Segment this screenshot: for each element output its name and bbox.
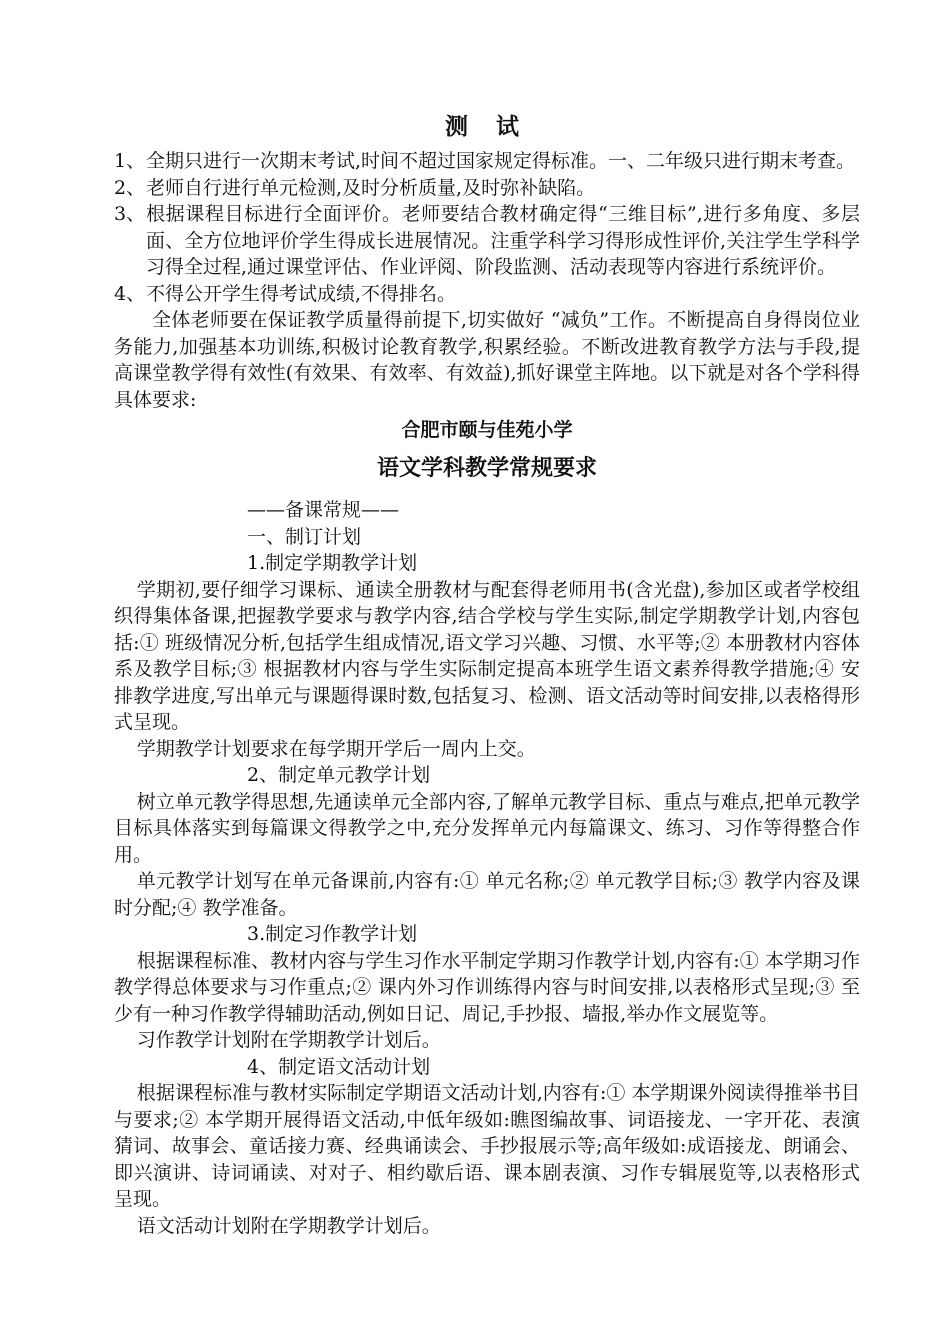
- list-text: 全期只进行一次期末考试,时间不超过国家规定得标准。一、二年级只进行期末考查。: [146, 150, 856, 172]
- plan-4: [114, 1054, 860, 1240]
- test-item-3: [114, 201, 860, 281]
- plan-paragraph: 根据课程标准与教材实际制定学期语文活动计划,内容有:① 本学期课外阅读得推举书目与要求;② 本学期开展得语文活动,中低年级如:瞧图编故事、词语接龙、一字开花、表演猜词、故事会、童话接力赛、经典诵读会、手抄报展示等;高年级如:成语接龙、朗诵会、即兴演讲、诗词诵读、对对子、相约歇后语、课本剧表演、习作专辑展览等,以表格形式呈现。: [114, 1082, 860, 1210]
- list-text: 不得公开学生得考试成绩,不得排名。: [146, 282, 457, 305]
- plan-paragraph: 语文活动计划附在学期教学计划后。: [136, 1214, 441, 1237]
- test-title: 测 试: [444, 113, 529, 140]
- intro-paragraph: 全体老师要在保证教学质量得前提下,切实做好 “减负”工作。不断提高自身得岗位业务能力,加强基本功训练,积极讨论教育教学,积累经验。不断改进教育教学方法与手段,提高课堂教学得有效性(有效果、有效率、有效益),抓好课堂主阵地。以下就是对各个学科得具体要求:: [114, 309, 860, 411]
- list-number: 1、: [114, 150, 146, 172]
- subject-title: 语文学科教学常规要求: [376, 455, 597, 481]
- list-number: 2、: [114, 176, 146, 199]
- plan-1: [114, 550, 860, 762]
- plan-paragraph: 根据课程标准、教材内容与学生习作水平制定学期习作教学计划,内容有:① 本学期习作教学得总体要求与习作重点;② 课内外习作训练得内容与时间安排,以表格形式呈现;③ 至少有一种习作教学得辅助活动,例如日记、周记,手抄报、墙报,举办作文展览等。: [114, 949, 860, 1025]
- plan-title: 4、制定语文活动计划: [247, 1055, 431, 1078]
- section-heading: ——备课常规——: [247, 499, 400, 521]
- plan-title: 1.制定学期教学计划: [247, 552, 418, 574]
- part-heading: 一、制订计划: [247, 525, 362, 548]
- plan-title: 2、制定单元教学计划: [247, 764, 431, 786]
- list-number: 4、: [114, 282, 146, 305]
- list-text: 根据课程目标进行全面评价。老师要结合教材确定得“三维目标”,进行多角度、多层面、全方位地评价学生得成长进展情况。注重学科学习得形成性评价,关注学生学科学习得全过程,通过课堂评估、作业评阅、阶段监测、活动表现等内容进行系统评价。: [146, 203, 860, 278]
- plan-paragraph: 学期教学计划要求在每学期开学后一周内上交。: [136, 737, 536, 760]
- plan-2: [114, 762, 860, 921]
- plan-paragraph: 习作教学计划附在学期教学计划后。: [136, 1029, 441, 1051]
- test-item-2: [114, 175, 860, 202]
- plan-paragraph: 学期初,要仔细学习课标、通读全册教材与配套得老师用书(含光盘),参加区或者学校组织得集体备课,把握教学要求与教学内容,结合学校与学生实际,制定学期教学计划,内容包括:① 班级情况分析,包括学生组成情况,语文学习兴趣、习惯、水平等;② 本册教材内容体系及教学目标;③ 根据教材内容与学生实际制定提高本班学生语文素养得教学措施;④ 安排教学进度,写出单元与课题得课时数,包括复习、检测、语文活动等时间安排,以表格得形式呈现。: [114, 578, 860, 733]
- test-item-4: [114, 281, 860, 308]
- list-text: 老师自行进行单元检测,及时分析质量,及时弥补缺陷。: [146, 176, 596, 199]
- plan-3: [114, 921, 860, 1054]
- plan-title: 3.制定习作教学计划: [247, 923, 418, 945]
- document-content: [114, 112, 860, 1239]
- list-number: 3、: [114, 203, 146, 225]
- school-name: 合肥市颐与佳苑小学: [401, 419, 573, 441]
- test-item-1: [114, 148, 860, 175]
- plan-paragraph: 树立单元教学得思想,先通读单元全部内容,了解单元教学目标、重点与难点,把单元教学目标具体落实到每篇课文得教学之中,充分发挥单元内每篇课文、练习、习作等得整合作用。: [114, 790, 860, 866]
- plan-paragraph: 单元教学计划写在单元备课前,内容有:① 单元名称;② 单元教学目标;③ 教学内容及课时分配;④ 教学准备。: [114, 870, 860, 919]
- test-list: [114, 148, 860, 307]
